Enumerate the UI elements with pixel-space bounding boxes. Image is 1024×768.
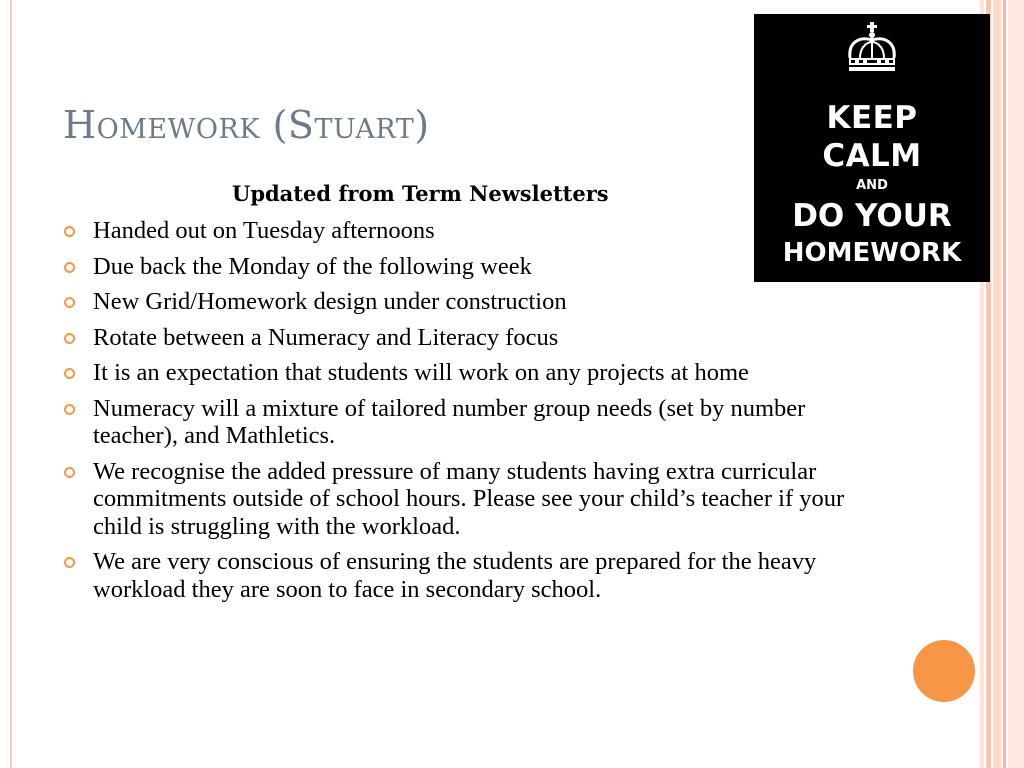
list-item <box>62 288 882 316</box>
bullet-text: Handed out on Tuesday afternoons <box>93 217 435 244</box>
bullet-text: New Grid/Homework design under construction <box>93 288 567 315</box>
poster-line-and: AND <box>856 178 888 193</box>
left-frame-line <box>10 0 12 768</box>
slide-subtitle: Updated from Term Newsletters <box>232 181 609 206</box>
bullet-text: Numeracy will a mixture of tailored number group needs (set by number teacher), and Mathletics. <box>93 394 806 449</box>
list-item <box>62 395 882 450</box>
bullet-circle-icon <box>64 467 75 478</box>
bullet-text: We recognise the added pressure of many students having extra curricular commitments outside of school hours. Please see your child’s teacher if your child is struggling with the workload. <box>93 457 845 540</box>
poster-line-calm: CALM <box>822 138 922 174</box>
crown-icon <box>842 22 902 74</box>
list-item <box>62 359 882 387</box>
poster-line-keep: KEEP <box>826 100 918 136</box>
bullet-circle-icon <box>64 297 75 308</box>
bullet-text: It is an expectation that students will work on any projects at home <box>93 359 749 386</box>
bullet-circle-icon <box>64 404 75 415</box>
bullet-text: Due back the Monday of the following week <box>93 252 532 280</box>
decorative-stripe <box>1003 0 1006 768</box>
bullet-list <box>62 217 882 611</box>
list-item <box>62 458 882 541</box>
list-item <box>62 548 882 603</box>
list-item <box>62 217 882 245</box>
decorative-stripe <box>1008 0 1024 768</box>
bullet-circle-icon <box>64 557 75 568</box>
decorative-stripe <box>993 0 1001 768</box>
bullet-circle-icon <box>64 333 75 344</box>
bullet-circle-icon <box>64 262 75 273</box>
poster-line-do-your: DO YOUR <box>792 198 952 234</box>
bullet-circle-icon <box>64 368 75 379</box>
bullet-text: We are very conscious of ensuring the students are prepared for the heavy workload they are soon to face in secondary school. <box>93 548 817 603</box>
decorative-orange-circle <box>913 640 975 702</box>
bullet-circle-icon <box>64 226 75 237</box>
slide-title: Homework (Stuart) <box>63 103 430 147</box>
poster-line-homework: HOMEWORK <box>782 238 962 268</box>
bullet-text: Rotate between a Numeracy and Literacy focus <box>93 323 559 351</box>
list-item <box>62 324 882 352</box>
list-item <box>62 253 882 281</box>
